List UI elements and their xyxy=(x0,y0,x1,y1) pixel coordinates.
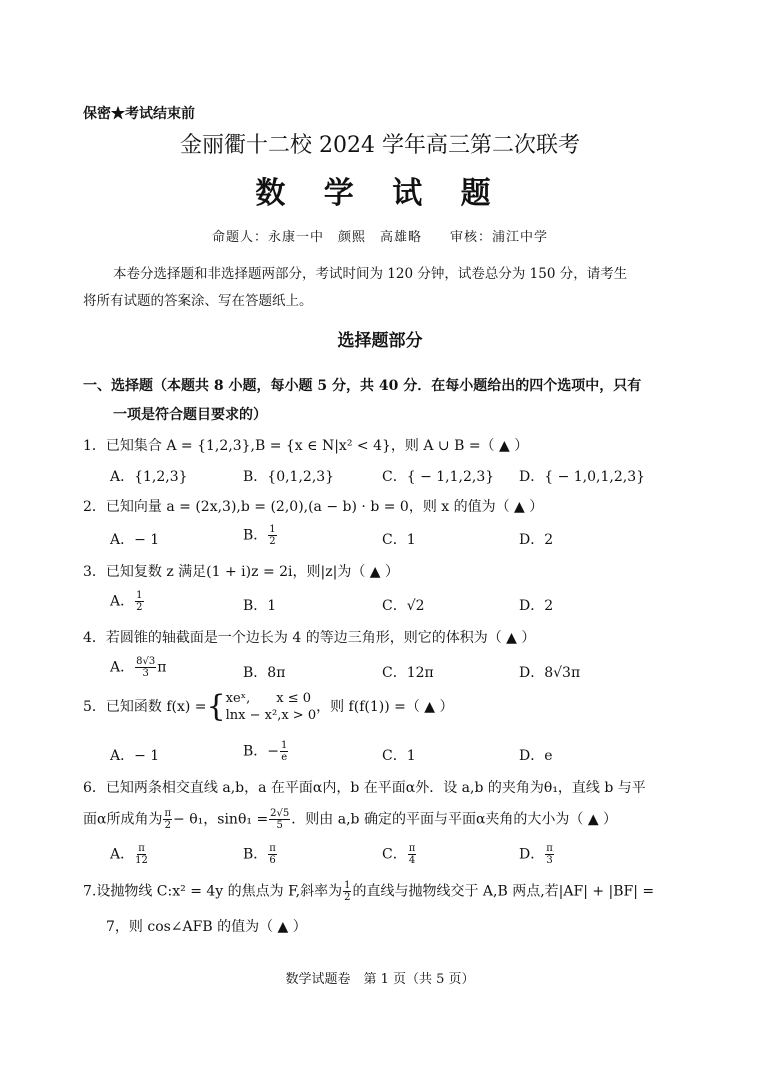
q6-option-d-label: D． xyxy=(519,846,545,863)
q6-option-a-label: A． xyxy=(110,846,135,863)
fraction-denominator: e xyxy=(281,752,288,763)
q6-option-c-fraction xyxy=(408,843,417,866)
fraction-numerator: 8√3 xyxy=(136,656,156,667)
q7-half-fraction xyxy=(343,880,351,903)
fraction-denominator: 3 xyxy=(142,668,149,679)
author-line: 命题人：永康一中 颜熙 高雄略 审核：浦江中学 xyxy=(211,230,548,245)
fraction-numerator: 1 xyxy=(269,524,276,535)
q6-sin-fraction xyxy=(269,808,290,831)
q6-pi-half-fraction xyxy=(163,808,172,831)
fraction-denominator: 2 xyxy=(136,602,143,613)
confidential-label: 保密★考试结束前 xyxy=(83,106,195,122)
part-instructions-2: 一项是符合题目要求的） xyxy=(113,407,267,423)
q3-option-c: C．√2 xyxy=(382,598,425,614)
fraction-numerator: 1 xyxy=(281,740,288,751)
q5-option-d: D．e xyxy=(519,748,553,764)
q5-option-b xyxy=(243,740,289,763)
q6-option-a-fraction xyxy=(135,843,148,866)
fraction-denominator: 4 xyxy=(408,855,416,866)
q6-option-d-fraction xyxy=(545,843,554,866)
question-3-stem: 3．已知复数 z 满足(1 + i)z = 2i，则|z|为（ ▲ ） xyxy=(83,564,399,580)
fraction-denominator: 2 xyxy=(164,820,171,831)
fraction-numerator: 2√5 xyxy=(270,808,290,819)
fraction-numerator: π xyxy=(408,843,416,854)
q4-option-c: C．12π xyxy=(382,665,434,681)
q3-option-b: B．1 xyxy=(243,598,277,614)
q7-line1-part-a: 7.设抛物线 C:x² = 4y 的焦点为 F,斜率为 xyxy=(83,883,343,900)
fraction-denominator: 3 xyxy=(546,855,553,866)
q4-option-d: D．8√3π xyxy=(519,665,581,681)
q6-option-c-label: C． xyxy=(382,846,407,863)
question-4-stem: 4．若圆锥的轴截面是一个边长为 4 的等边三角形，则它的体积为（ ▲ ） xyxy=(83,630,536,646)
q6-option-b xyxy=(243,843,278,866)
q3-option-a-label: A． xyxy=(110,593,135,610)
q3-option-a xyxy=(110,590,145,613)
piecewise-cases xyxy=(226,690,316,724)
q5-option-b-label: B．− xyxy=(243,743,280,760)
q6-option-c xyxy=(382,843,417,866)
q6-option-d xyxy=(519,843,555,866)
q7-line1-part-b: 的直线与抛物线交于 A,B 两点,若|AF| + |BF| = xyxy=(352,883,655,900)
q4-option-a xyxy=(110,656,166,679)
subject-title: 数 学 试 题 xyxy=(255,176,505,211)
q2-option-b-label: B． xyxy=(243,527,268,544)
q1-option-d: D．{ − 1,0,1,2,3} xyxy=(519,469,646,485)
fraction-numerator: π xyxy=(546,843,553,854)
q6-option-b-label: B． xyxy=(243,846,268,863)
fraction-numerator: 1 xyxy=(344,880,351,891)
piece-case-2: lnx − x²,x > 0 xyxy=(225,708,317,723)
notice-line-2: 将所有试题的答案涂、写在答题纸上。 xyxy=(83,293,313,309)
q2-option-b xyxy=(243,524,278,547)
question-1-stem: 1．已知集合 A = {1,2,3},B = {x ∈ N|x² < 4}，则 A ∪ B =（ ▲ ） xyxy=(83,438,529,454)
exam-header-title: 金丽衢十二校 2024 学年高三第二次联考 xyxy=(180,133,580,158)
q1-option-b: B．{0,1,2,3} xyxy=(243,469,335,485)
fraction-denominator: 12 xyxy=(135,855,148,866)
fraction-denominator: 2 xyxy=(344,892,351,903)
question-2-stem: 2．已知向量 a = (2x,3),b = (2,0),(a − b) · b = 0，则 x 的值为（ ▲ ） xyxy=(83,499,544,515)
q5-stem-suffix: ，则 f(f(1)) =（ ▲ ） xyxy=(316,699,454,715)
piece-case-1: xeˣ, x ≤ 0 xyxy=(225,691,312,706)
fraction-numerator: π xyxy=(138,843,145,854)
q2-option-d: D．2 xyxy=(519,532,554,548)
q6-line2-part-b: − θ₁，sinθ₁ = xyxy=(173,811,269,828)
q5-option-a: A．− 1 xyxy=(110,748,160,764)
question-6-stem-line-1: 6．已知两条相交直线 a,b，a 在平面α内，b 在平面α外．设 a,b 的夹角为θ₁，直线 b 与平 xyxy=(83,780,646,796)
page-footer: 数学试题卷 第 1 页（共 5 页） xyxy=(285,972,475,987)
fraction-numerator: 1 xyxy=(136,590,143,601)
q3-option-a-fraction xyxy=(135,590,143,613)
fraction-numerator: π xyxy=(164,808,172,819)
fraction-denominator: 5 xyxy=(276,820,283,831)
fraction-denominator: 6 xyxy=(269,855,276,866)
q1-option-c: C．{ − 1,1,2,3} xyxy=(382,469,495,485)
part-instructions-1: 一、选择题（本题共 8 小题，每小题 5 分，共 40 分．在每小题给出的四个选项中，只有 xyxy=(83,378,642,394)
notice-line-1: 本卷分选择题和非选择题两部分，考试时间为 120 分钟，试卷总分为 150 分，请考生 xyxy=(113,266,628,282)
q6-line2-part-a: 面α所成角为 xyxy=(83,811,163,828)
question-7-stem-line-1 xyxy=(83,880,654,903)
question-5-stem xyxy=(83,690,454,724)
q6-option-b-fraction xyxy=(268,843,277,866)
q4-option-a-fraction xyxy=(135,656,156,679)
q4-option-a-label: A． xyxy=(110,659,135,676)
q5-option-c: C．1 xyxy=(382,748,416,764)
q6-line2-part-c: ．则由 a,b 确定的平面与平面α夹角的大小为（ ▲ ） xyxy=(291,811,618,828)
q6-option-a xyxy=(110,843,149,866)
question-7-stem-line-2: 7，则 cos∠AFB 的值为（ ▲ ） xyxy=(106,919,307,935)
q2-option-a: A．− 1 xyxy=(110,532,160,548)
q2-option-b-fraction xyxy=(268,524,276,547)
fraction-denominator: 2 xyxy=(269,536,276,547)
q5-option-b-fraction xyxy=(280,740,288,763)
question-6-stem-line-2 xyxy=(83,808,617,831)
q2-option-c: C．1 xyxy=(382,532,416,548)
q3-option-d: D．2 xyxy=(519,598,554,614)
q4-option-b: B．8π xyxy=(243,665,286,681)
q4-option-a-suffix: π xyxy=(157,659,167,676)
piecewise-brace: { xyxy=(206,689,226,724)
section-title: 选择题部分 xyxy=(337,331,423,351)
q1-option-a: A．{1,2,3} xyxy=(110,469,188,485)
q5-stem-prefix: 5．已知函数 f(x) = xyxy=(83,699,207,715)
fraction-numerator: π xyxy=(269,843,276,854)
